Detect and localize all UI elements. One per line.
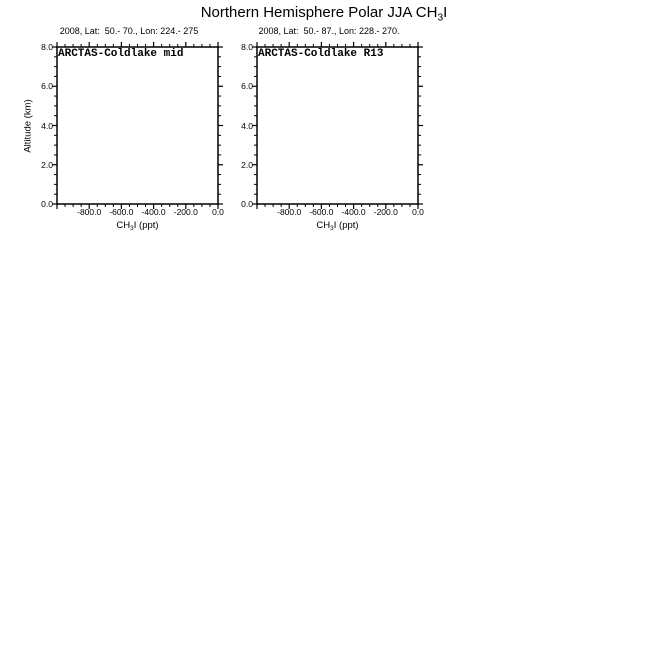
y-tick-label: 4.0	[241, 120, 253, 131]
y-tick-label: 2.0	[241, 159, 253, 170]
panel-label: ARCTAS-Coldlake R13	[258, 48, 384, 60]
figure-title-subscript: 3	[437, 12, 444, 24]
panel-subtitle: 2008, Lat: 50.- 70., Lon: 224.- 275	[59, 26, 199, 36]
x-tick-label: -600.0	[309, 207, 334, 217]
panel-arctas-coldlake-mid	[17, 0, 229, 250]
x-tick-label: -800.0	[77, 207, 102, 217]
x-tick-label: 0.0	[212, 207, 224, 217]
y-tick-label: 8.0	[41, 42, 53, 52]
y-axis-title: Altitude (km)	[22, 98, 33, 153]
y-tick-label: 4.0	[41, 120, 53, 131]
figure-title-prefix: Northern Hemisphere Polar JJA CH	[200, 4, 438, 21]
x-tick-label: -400.0	[141, 207, 166, 217]
x-tick-label: -600.0	[109, 207, 134, 217]
y-tick-label: 6.0	[41, 81, 53, 92]
y-tick-label: 0.0	[241, 199, 253, 209]
x-tick-label: -800.0	[277, 207, 302, 217]
plot-frame	[249, 39, 426, 212]
panel-label: ARCTAS-Coldlake mid	[58, 48, 184, 60]
x-axis-title: $CH_3I$ (ppt)	[116, 220, 159, 233]
x-tick-label: 0.0	[412, 207, 424, 217]
y-tick-label: 6.0	[241, 81, 253, 92]
y-tick-label: 0.0	[41, 199, 53, 209]
x-tick-label: -400.0	[341, 207, 366, 217]
x-axis-title: $CH_3I$ (ppt)	[316, 220, 359, 233]
x-tick-label: -200.0	[173, 207, 198, 217]
y-axis-title	[222, 47, 234, 204]
panel-subtitle: 2008, Lat: 50.- 87., Lon: 228.- 270.	[258, 26, 400, 36]
x-tick-label: -200.0	[373, 207, 398, 217]
figure-title-suffix: I	[443, 4, 448, 21]
panel-arctas-coldlake-r13	[217, 0, 429, 250]
plot-frame	[49, 39, 226, 212]
y-tick-label: 8.0	[241, 42, 253, 52]
y-tick-label: 2.0	[41, 159, 53, 170]
